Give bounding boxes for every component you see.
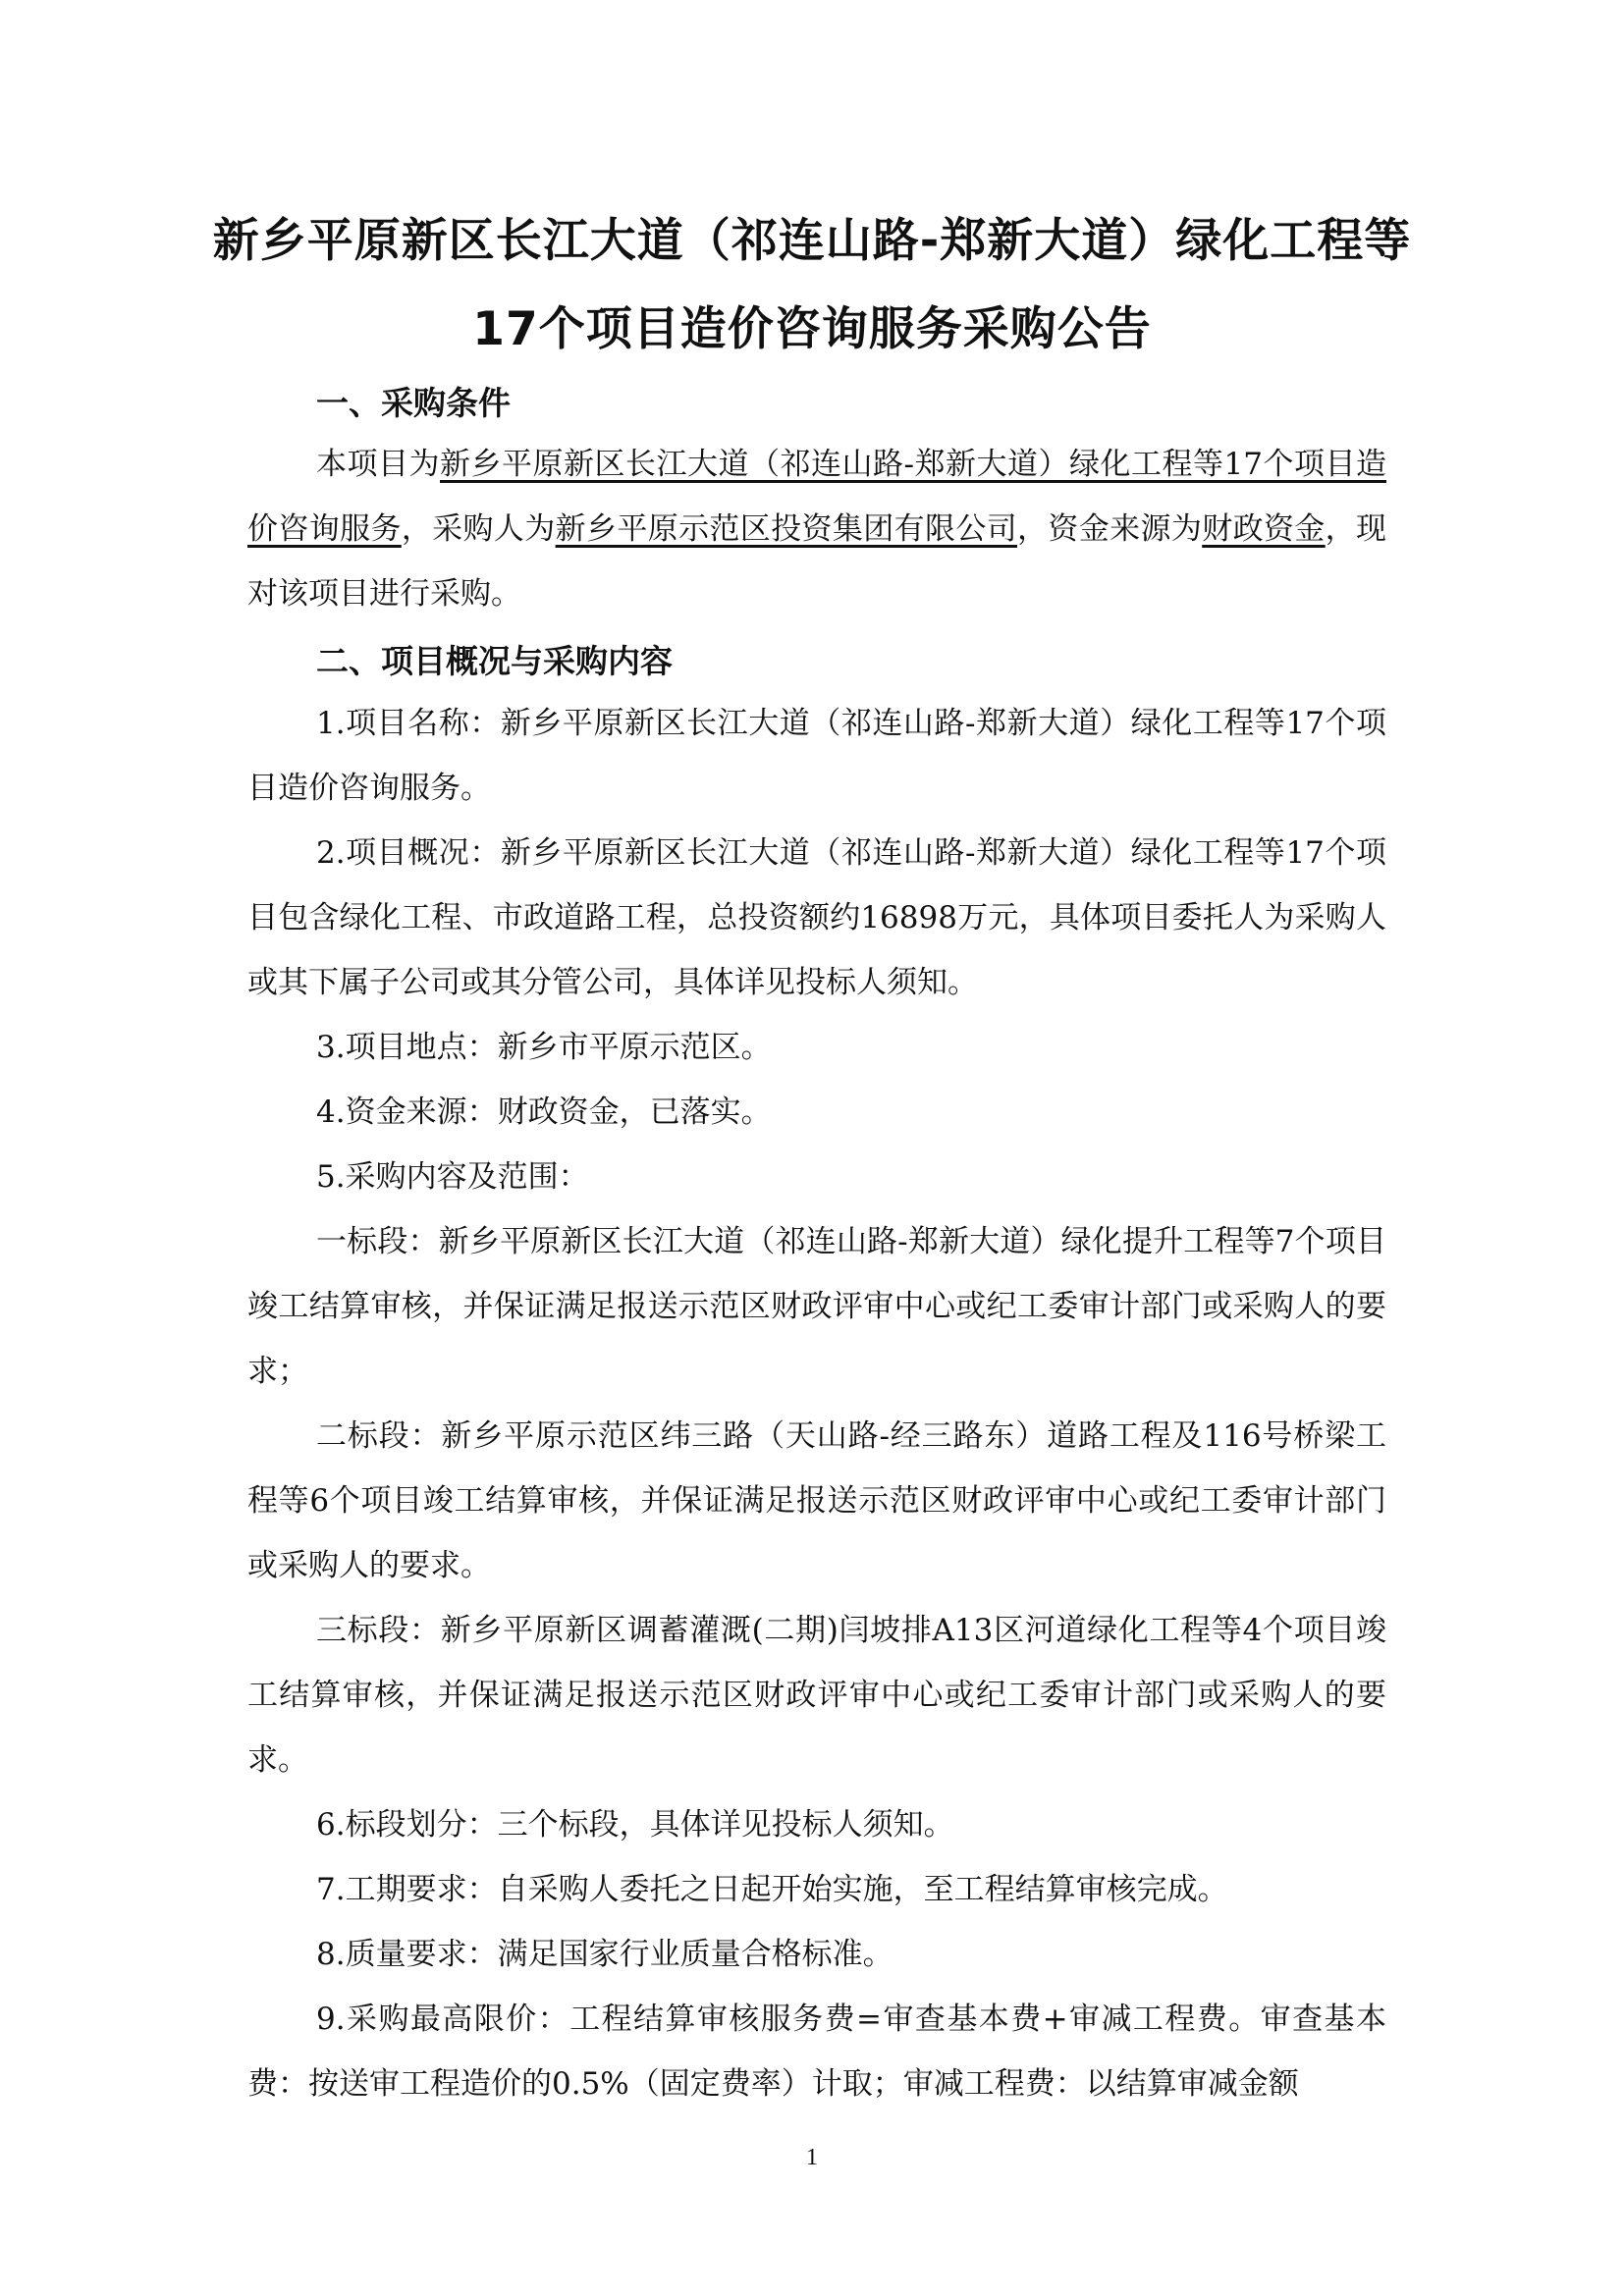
paragraph-lot-1: 一标段：新乡平原新区长江大道（祁连山路-郑新大道）绿化提升工程等7个项目竣工结算审核，并保证满足报送示范区财政评审中心或纪工委审计部门或采购人的要求； [247,1224,1386,1389]
paragraph-lot-division: 6.标段划分：三个标段，具体详见投标人须知。 [316,1807,954,1842]
text-segment: ，采购人为 [401,511,556,547]
paragraph-project-name: 1.项目名称：新乡平原新区长江大道（祁连山路-郑新大道）绿化工程等17个项目造价咨询服务。 [247,706,1386,806]
paragraph-schedule: 7.工期要求：自采购人委托之日起开始实施，至工程结算审核完成。 [316,1872,1228,1907]
paragraph-procurement-conditions [247,432,1386,626]
page-number: 1 [806,2145,818,2170]
paragraph-lot-2: 二标段：新乡平原示范区纬三路（天山路-经三路东）道路工程及116号桥梁工程等6个项目竣工结算审核，并保证满足报送示范区财政评审中心或纪工委审计部门或采购人的要求。 [247,1418,1386,1583]
section-heading-project-overview: 二、项目概况与采购内容 [316,642,673,680]
text-segment: 本项目为 [316,447,441,482]
section-heading-procurement-conditions: 一、采购条件 [316,384,511,422]
paragraph-fund-source: 4.资金来源：财政资金，已落实。 [316,1095,772,1130]
paragraph-quality: 8.质量要求：满足国家行业质量合格标准。 [316,1937,893,1972]
paragraph-lot-3: 三标段：新乡平原新区调蓄灌溉(二期)闫坡排A13区河道绿化工程等4个项目竣工结算审核，并保证满足报送示范区财政评审中心或纪工委审计部门或采购人的要求。 [247,1613,1386,1778]
text-segment: ，现对该项目进行采购。 [247,511,1387,612]
purchaser-name-underlined: 新乡平原示范区投资集团有限公司 [555,511,1018,547]
paragraph-scope-heading: 5.采购内容及范围： [316,1159,589,1195]
fund-source-underlined: 财政资金 [1202,511,1326,547]
paragraph-project-location: 3.项目地点：新乡市平原示范区。 [316,1030,772,1065]
paragraph-price-limit: 9.采购最高限价：工程结算审核服务费=审查基本费+审减工程费。审查基本费：按送审工程造价的0.5%（固定费率）计取；审减工程费：以结算审减金额 [247,2002,1386,2102]
document-title-line-2: 17个项目造价咨询服务采购公告 [472,302,1152,356]
document-title-line-1: 新乡平原新区长江大道（祁连山路-郑新大道）绿化工程等 [212,214,1412,268]
text-segment: ，资金来源为 [1017,511,1203,547]
paragraph-project-overview: 2.项目概况：新乡平原新区长江大道（祁连山路-郑新大道）绿化工程等17个项目包含绿化工程、市政道路工程，总投资额约16898万元，具体项目委托人为采购人或其下属子公司或其分管公司，具体详见投标人须知。 [247,835,1386,1000]
project-name-underlined: 新乡平原新区长江大道（祁连山路-郑新大道）绿化工程等17个项目造价咨询服务 [247,447,1387,547]
